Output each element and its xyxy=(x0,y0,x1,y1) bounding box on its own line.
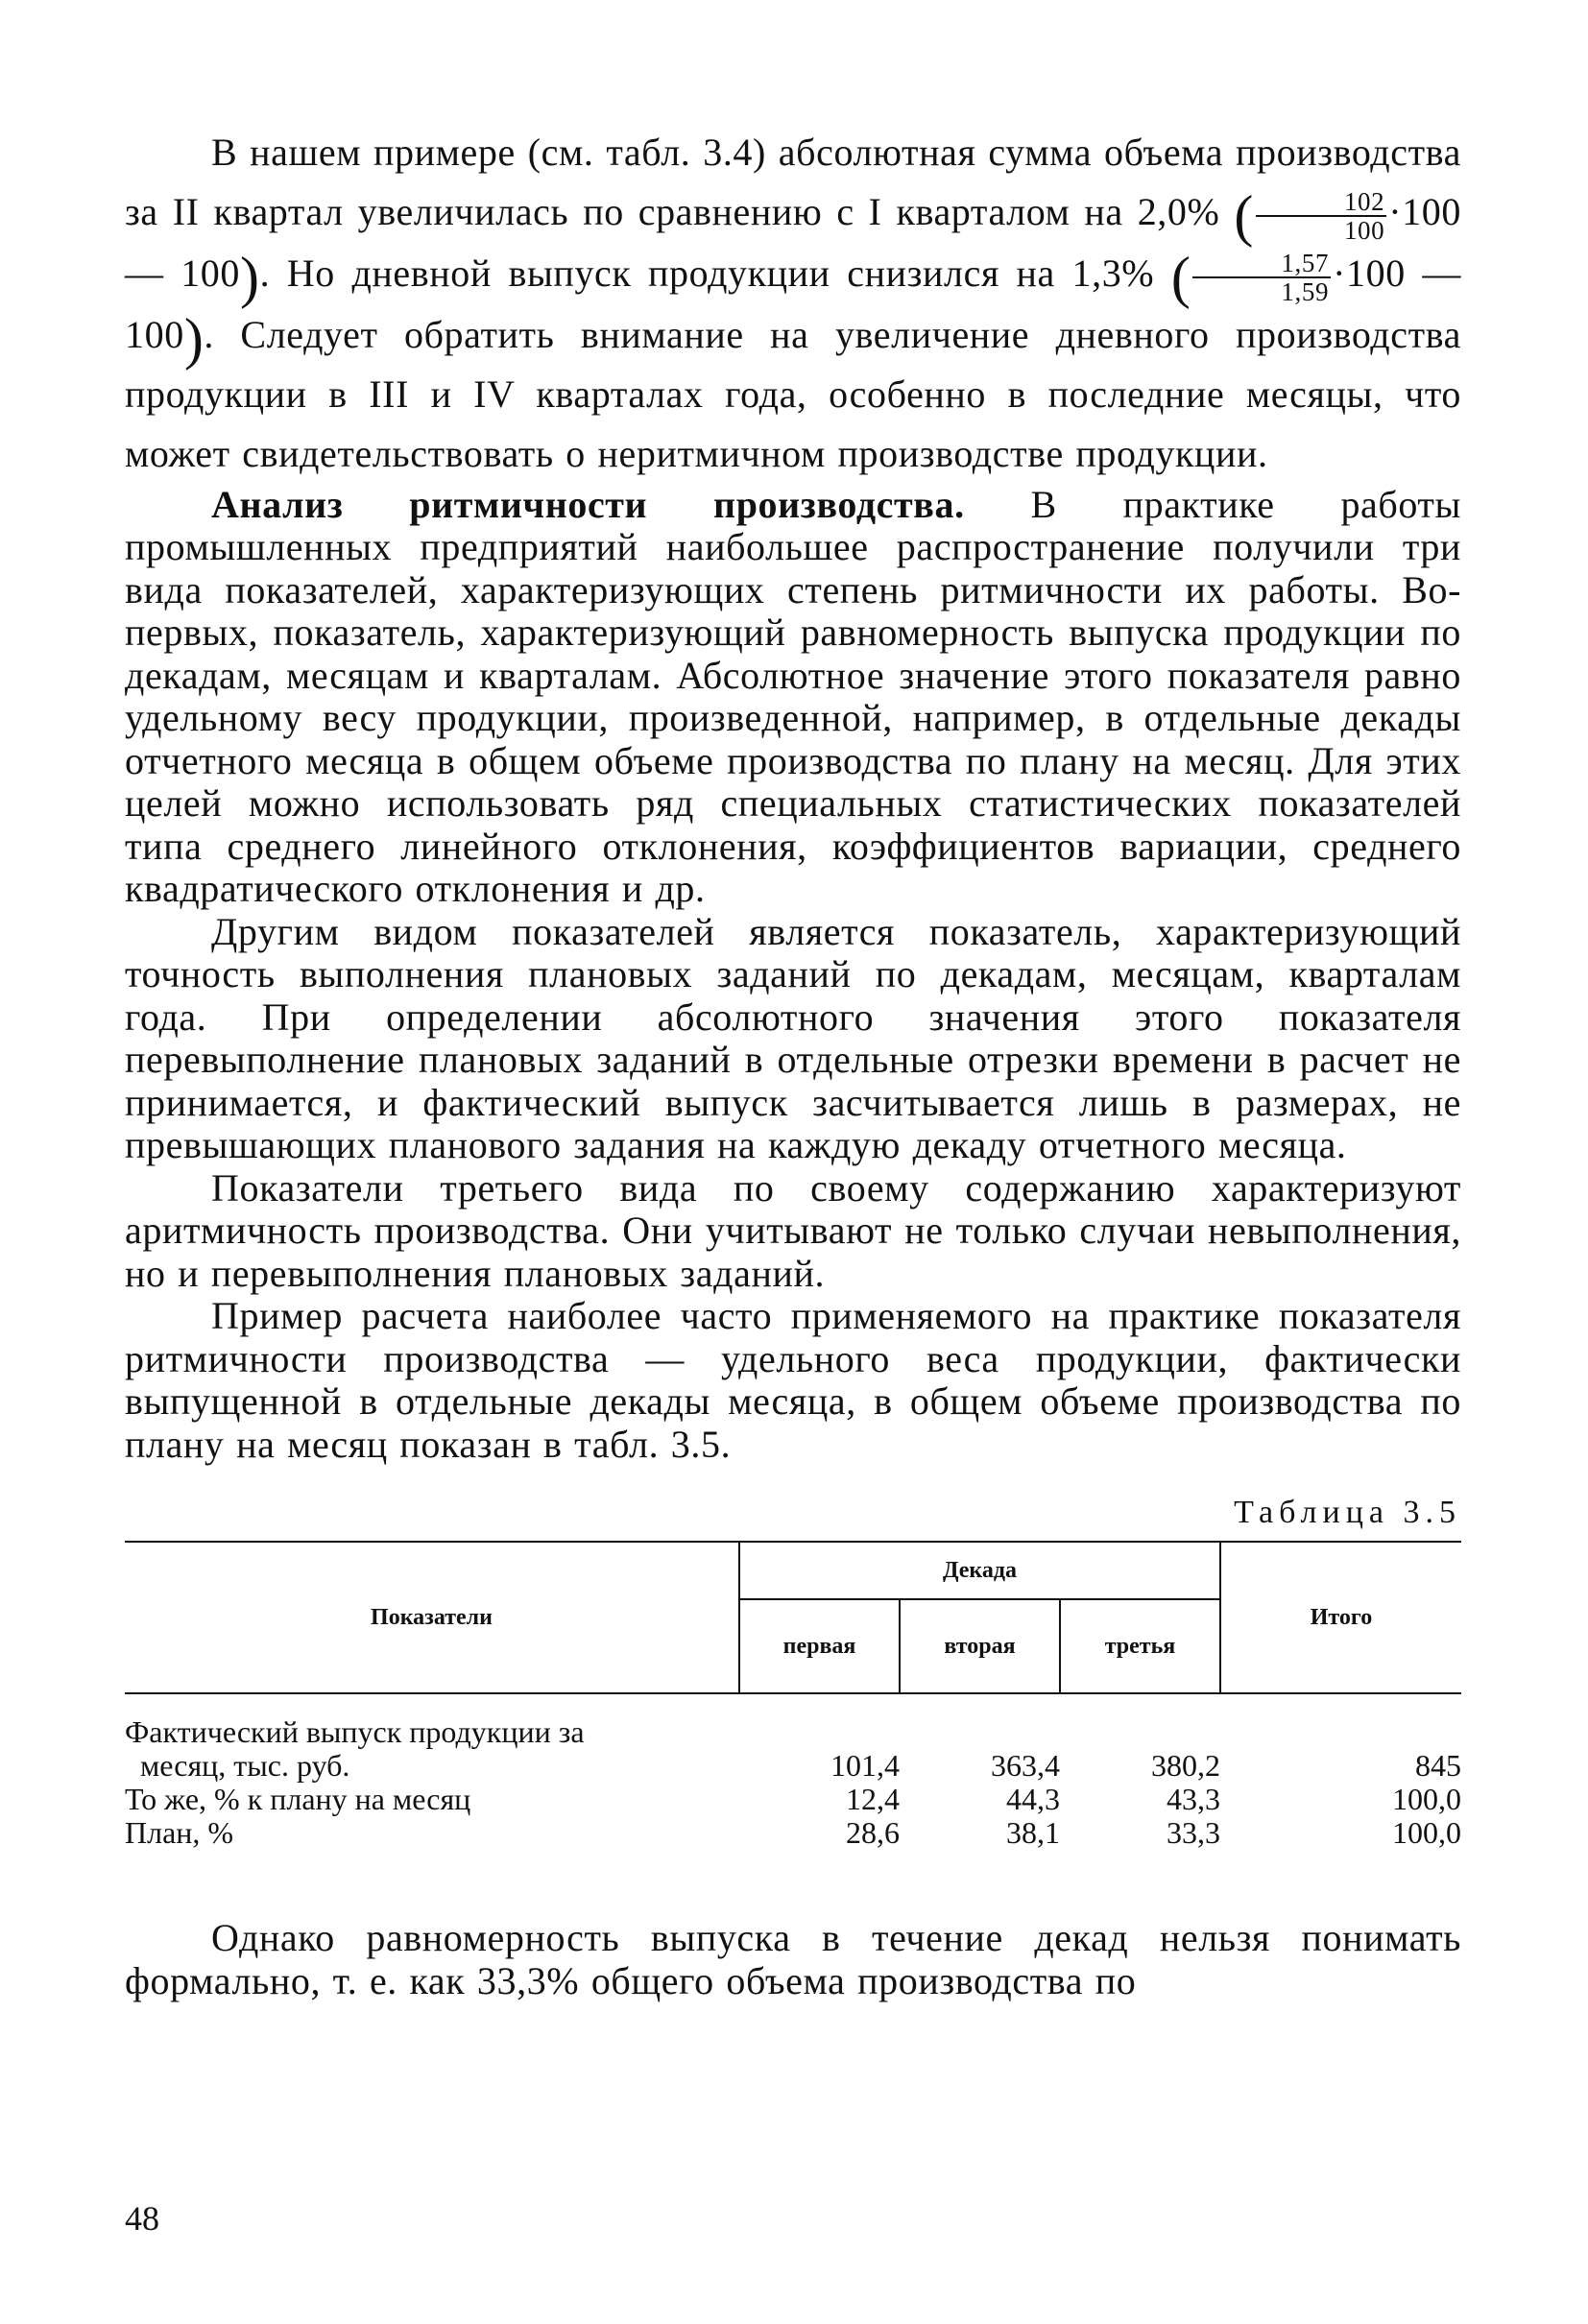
cell-second: 44,3 xyxy=(1006,1782,1060,1817)
fraction-numerator: 102 xyxy=(1256,188,1386,217)
table-row xyxy=(125,1783,1461,1816)
cell-total: 845 xyxy=(1415,1748,1461,1784)
fraction-numerator: 1,57 xyxy=(1192,250,1331,278)
row-label: месяц, тыс. руб. xyxy=(140,1748,350,1784)
paragraph-3: Другим видом показателей является показатель, характеризующий точность выполнения плановых заданий по декадам, месяцам, кварталам года. При определении абсолютного значения этого показателя перевыполнение плановых заданий в отдельные отрезки времени в расчет не принимается, и фактический выпуск засчитывается лишь в размерах, не превышающих планового задания на каждую декаду отчетного месяца. xyxy=(125,909,1461,1167)
formula-2-rest: ·100 — 100 xyxy=(125,251,1461,356)
cell-first: 12,4 xyxy=(846,1782,900,1817)
header-second: вторая xyxy=(900,1599,1060,1693)
paragraph-2-text: В практике работы промышленных предприятий наибольшее распространение получили три вида показателей, характеризующих степень ритмичности их работы. Во-первых, показатель, характеризующий равномерность выпуска продукции по декадам, месяцам и кварталам. Абсолютное значение этого показателя равно удельному весу продукции, произведенной, например, в отдельные декады отчетного месяца в общем объеме производства по плану на месяц. Для этих целей можно использовать ряд специальных статистических показателей типа среднего линейного отклонения, коэффициентов вариации, среднего квадратического отклонения и др. xyxy=(125,482,1461,911)
header-third: третья xyxy=(1060,1599,1220,1693)
table-caption: Таблица 3.5 xyxy=(1234,1495,1461,1531)
paragraph-4: Показатели третьего вида по своему содержанию характеризуют аритмичность производства. Они учитывают не только случаи невыполнения, но и перевыполнения плановых заданий. xyxy=(125,1165,1461,1295)
fraction-102-100 xyxy=(1256,188,1386,244)
row-label: Фактический выпуск продукции за xyxy=(125,1714,585,1750)
fraction-denominator: 100 xyxy=(1343,215,1385,245)
header-decade: Декада xyxy=(739,1542,1220,1599)
cell-third: 43,3 xyxy=(1167,1782,1220,1817)
cell-second: 38,1 xyxy=(1006,1815,1060,1851)
cell-total: 100,0 xyxy=(1392,1815,1461,1851)
cell-second: 363,4 xyxy=(991,1748,1060,1784)
cell-third: 380,2 xyxy=(1151,1748,1220,1784)
fraction-denominator: 1,59 xyxy=(1281,276,1330,306)
cell-first: 28,6 xyxy=(846,1815,900,1851)
rhythm-table xyxy=(125,1541,1461,1850)
page-content xyxy=(125,123,1461,2002)
paragraph-1-part-a: В нашем примере (см. табл. 3.4) абсолютная сумма объема производства за II квартал увеличилась по сравнению с I кварталом на 2,0% xyxy=(125,131,1461,233)
paragraph-1-part-c: . Следует обратить внимание на увеличение дневного производства продукции в III и IV кварталах года, особенно в последние месяцы, что может свидетельствовать о неритмичном производстве продукции. xyxy=(125,312,1461,475)
paragraph-2 xyxy=(125,484,1461,911)
paragraph-5: Пример расчета наиболее часто применяемого на практике показателя ритмичности производства — удельного веса продукции, фактически выпущенной в отдельные декады месяца, в общем объеме производства по плану на месяц показан в табл. 3.5. xyxy=(125,1294,1461,1466)
cell-first: 101,4 xyxy=(830,1748,900,1784)
paragraph-6: Однако равномерность выпуска в течение декад нельзя понимать формально, т. е. как 33,3% общего объема производства по xyxy=(125,1916,1461,2002)
header-total: Итого xyxy=(1220,1542,1461,1693)
fraction-157-159 xyxy=(1192,250,1331,305)
table-row xyxy=(125,1816,1461,1850)
row-label: То же, % к плану на месяц xyxy=(125,1782,471,1817)
paragraph-1: В нашем примере (см. табл. 3.4) абсолютная сумма объема производства за II квартал увеличилась по сравнению с I кварталом на 2,0% ( $\frac{102}{100}$ ·100 — 100). Но дневной выпуск продукции снизился на 1,3% ( $\frac{1,57}{1,59}$ ·100 — 100). Следует обратить внимание на увеличение дневного производства продукции в III и IV кварталах года, особенно в последние месяцы, что может свидетельствовать о неритмичном производстве продукции. xyxy=(125,131,1461,475)
section-heading-rhythm-analysis: Анализ ритмичности производства. xyxy=(211,482,965,526)
header-indicators: Показатели xyxy=(125,1542,739,1693)
header-first: первая xyxy=(739,1599,900,1693)
cell-third: 33,3 xyxy=(1167,1815,1220,1851)
formula-1-rest: ·100 — 100 xyxy=(125,190,1461,295)
page-number: 48 xyxy=(125,2199,159,2238)
row-label: План, % xyxy=(125,1815,234,1851)
table-row xyxy=(125,1715,1461,1749)
paragraph-1-part-b: . Но дневной выпуск продукции снизился на 1,3% xyxy=(259,251,1155,295)
table-row xyxy=(125,1749,1461,1783)
cell-total: 100,0 xyxy=(1392,1782,1461,1817)
